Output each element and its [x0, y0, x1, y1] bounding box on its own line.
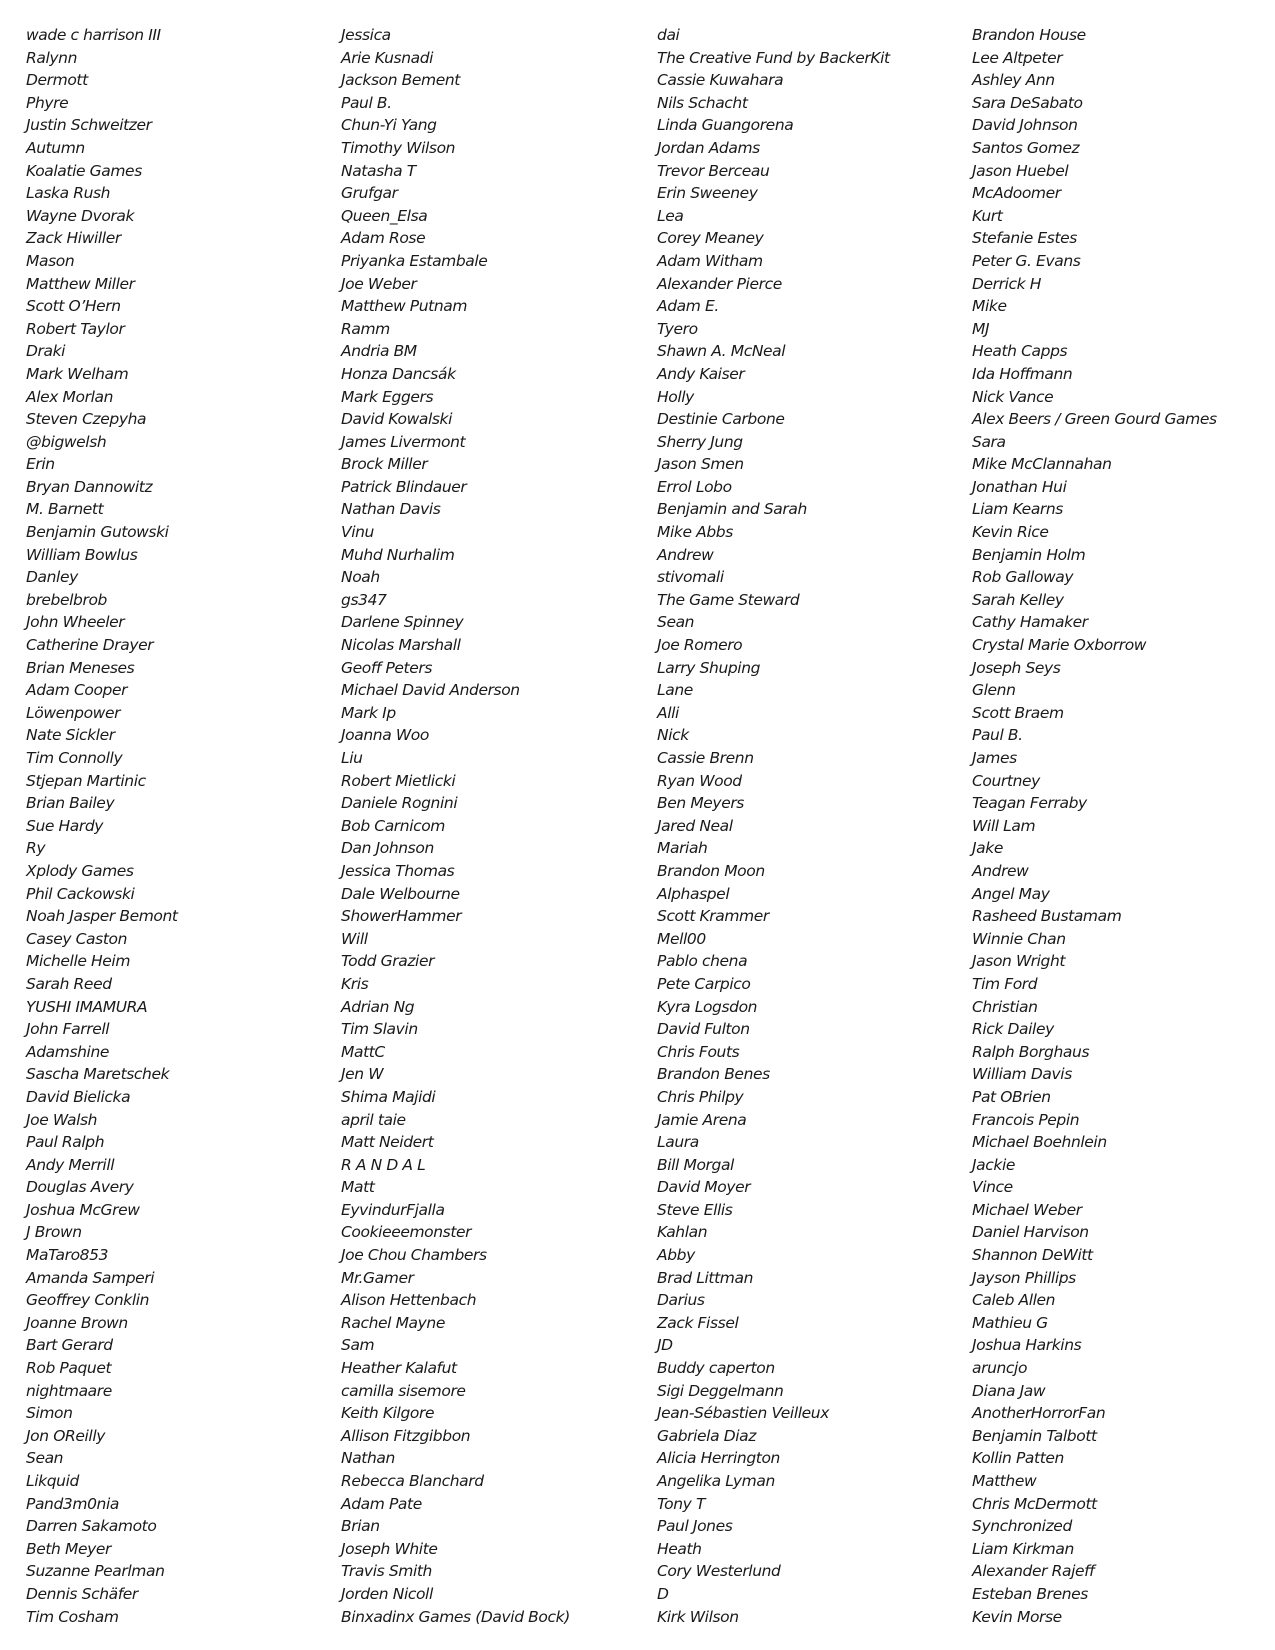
backer-name: Wayne Dvorak — [26, 206, 135, 225]
backer-name: Joseph Seys — [972, 658, 1061, 677]
backer-name: Michael David Anderson — [341, 681, 520, 700]
backer-name: Adam E. — [657, 297, 719, 316]
backer-name: Dan Johnson — [341, 839, 434, 858]
backer-name: Sue Hardy — [26, 816, 104, 835]
backer-name: Paul Ralph — [26, 1133, 105, 1152]
backer-name: Trevor Berceau — [657, 161, 770, 180]
backer-name: Nathan — [341, 1449, 395, 1468]
backer-name: Pat OBrien — [972, 1087, 1051, 1106]
name-column-4 — [972, 24, 1217, 1628]
backer-name: Koalatie Games — [26, 161, 142, 180]
backer-name: Adrian Ng — [341, 997, 415, 1016]
backer-name: Matthew — [972, 1472, 1037, 1490]
backer-name: YUSHI IMAMURA — [26, 997, 148, 1016]
backer-name: Chris McDermott — [972, 1494, 1097, 1513]
name-column-2 — [341, 24, 570, 1628]
backer-name: M. Barnett — [26, 500, 104, 519]
backer-name: Andy Kaiser — [657, 364, 745, 383]
backer-name: Paul Jones — [657, 1517, 733, 1536]
backer-name: Cookieeemonster — [341, 1223, 472, 1242]
backer-name: Jackie — [972, 1155, 1016, 1174]
backer-name: Christian — [972, 997, 1038, 1016]
backer-name: Phyre — [26, 93, 69, 112]
backer-name: Sam — [341, 1336, 375, 1355]
backer-name: Draki — [26, 342, 66, 361]
backer-name: Natasha T — [341, 161, 416, 180]
backer-name: Noah Jasper Bemont — [26, 907, 178, 926]
backer-name: Autumn — [26, 138, 85, 157]
backer-name: Teagan Ferraby — [972, 794, 1087, 813]
backer-name: Holly — [657, 387, 694, 406]
backer-name: Brian Bailey — [26, 794, 115, 813]
backer-name: Robert Mietlicki — [341, 771, 456, 790]
backer-name: Buddy caperton — [657, 1359, 775, 1378]
backer-name: Sara DeSabato — [972, 93, 1083, 112]
backer-name: Andrew — [972, 861, 1029, 880]
backer-name: Arie Kusnadi — [341, 48, 434, 67]
backer-name: Rasheed Bustamam — [972, 907, 1122, 926]
backer-name: Courtney — [972, 771, 1040, 790]
backer-name: Sara — [972, 432, 1006, 451]
backer-name: camilla sisemore — [341, 1381, 466, 1400]
backer-name: Adam Witham — [657, 251, 763, 270]
backer-name: Timothy Wilson — [341, 138, 456, 157]
backer-name: Darren Sakamoto — [26, 1517, 157, 1536]
backer-name: Ry — [26, 839, 46, 858]
backer-name: Allison Fitzgibbon — [341, 1426, 471, 1445]
backer-name: Liam Kearns — [972, 500, 1063, 519]
backer-name: Pand3m0nia — [26, 1494, 119, 1513]
backer-name: Alphaspel — [657, 884, 730, 903]
backer-name: stivomali — [657, 568, 724, 587]
backer-name: Honza Dancsák — [341, 364, 456, 383]
backer-name: Dale Welbourne — [341, 884, 460, 903]
backer-name: Errol Lobo — [657, 477, 732, 496]
backer-name: Glenn — [972, 681, 1016, 700]
backer-name: Sarah Kelley — [972, 590, 1064, 609]
backer-name: Keith Kilgore — [341, 1404, 435, 1423]
backer-name: Ryan Wood — [657, 771, 742, 790]
backer-name: Robert Taylor — [26, 319, 125, 338]
backer-name: Mason — [26, 251, 75, 270]
backer-name: Daniel Harvison — [972, 1223, 1089, 1242]
backer-name: Steven Czepyha — [26, 410, 147, 429]
backer-name: Destinie Carbone — [657, 410, 785, 429]
backer-name: Joe Walsh — [26, 1110, 98, 1129]
backer-name: Heath Capps — [972, 342, 1068, 361]
backer-name: Shawn A. McNeal — [657, 342, 786, 361]
backer-name: Mike Abbs — [657, 523, 733, 542]
backer-name: Likquid — [26, 1472, 79, 1490]
backer-name: Xplody Games — [26, 861, 134, 880]
backer-name: Jayson Phillips — [972, 1268, 1076, 1287]
backer-name: Vince — [972, 1178, 1013, 1197]
backer-name: Joanna Woo — [341, 726, 429, 745]
backer-name: Alex Beers / Green Gourd Games — [972, 410, 1217, 429]
backer-name: Löwenpower — [26, 703, 121, 722]
backer-name: David Johnson — [972, 116, 1078, 135]
backer-name: Joanne Brown — [26, 1313, 128, 1332]
backer-name: JD — [657, 1336, 673, 1355]
backer-name: Joe Chou Chambers — [341, 1246, 487, 1265]
backer-name: Alli — [657, 703, 679, 722]
backer-name: Stefanie Estes — [972, 229, 1077, 248]
backer-name: Laska Rush — [26, 184, 111, 203]
name-column-3 — [657, 24, 890, 1628]
backer-name: Tim Slavin — [341, 1020, 418, 1039]
backer-name: Alex Morlan — [26, 387, 114, 406]
backer-name: Pete Carpico — [657, 974, 751, 993]
backer-name: Erin — [26, 455, 55, 474]
backer-name: MattC — [341, 1042, 385, 1061]
backer-name: Ralph Borghaus — [972, 1042, 1090, 1061]
backer-name: Jason Smen — [657, 455, 744, 474]
backer-name: Adamshine — [26, 1042, 110, 1061]
backer-name: Heath — [657, 1539, 702, 1558]
backer-name: Nick — [657, 726, 689, 745]
backer-name: Santos Gomez — [972, 138, 1080, 157]
backer-name: Brandon House — [972, 26, 1086, 44]
backer-name: Priyanka Estambale — [341, 251, 488, 270]
backer-name: John Wheeler — [26, 613, 125, 632]
backer-name: Jordan Adams — [657, 138, 760, 157]
backer-name: Zack Fissel — [657, 1313, 739, 1332]
backer-name: Vinu — [341, 523, 374, 542]
backer-name: Caleb Allen — [972, 1291, 1056, 1310]
backer-name: Jamie Arena — [657, 1110, 747, 1129]
backer-name: Paul B. — [972, 726, 1023, 745]
backer-name: Phil Cackowski — [26, 884, 135, 903]
backer-name: Erin Sweeney — [657, 184, 758, 203]
backer-name: John Farrell — [26, 1020, 110, 1039]
backer-name: Corey Meaney — [657, 229, 764, 248]
backer-name: Bill Morgal — [657, 1155, 734, 1174]
backer-name: Liu — [341, 749, 363, 767]
backer-name: Bryan Dannowitz — [26, 477, 153, 496]
backer-name: Brandon Moon — [657, 861, 765, 880]
backer-name: Sigi Deggelmann — [657, 1381, 784, 1400]
backer-name: Rick Dailey — [972, 1020, 1054, 1039]
backer-name: McAdoomer — [972, 184, 1061, 203]
backer-name: Ramm — [341, 319, 390, 338]
backer-name: Sascha Maretschek — [26, 1065, 170, 1084]
backer-name: MaTaro853 — [26, 1246, 109, 1265]
backer-name: Will — [341, 929, 368, 948]
backer-name: James Livermont — [341, 432, 466, 451]
backer-name: Douglas Avery — [26, 1178, 134, 1197]
backer-name: Michael Boehnlein — [972, 1133, 1107, 1152]
backer-name: Sean — [657, 613, 695, 632]
backer-name: Patrick Blindauer — [341, 477, 467, 496]
backer-name: Jean-Sébastien Veilleux — [657, 1404, 829, 1423]
backer-name: Benjamin Holm — [972, 545, 1086, 564]
backer-name: Tyero — [657, 319, 698, 338]
backer-name: @bigwelsh — [26, 432, 107, 451]
backer-name: MJ — [972, 319, 990, 338]
backer-name: Jen W — [341, 1065, 384, 1084]
backer-name: R A N D A L — [341, 1155, 426, 1174]
backer-name: Michael Weber — [972, 1200, 1082, 1219]
backer-name: Kyra Logsdon — [657, 997, 758, 1016]
backer-name: Mark Ip — [341, 703, 396, 722]
backer-name: wade c harrison III — [26, 26, 161, 44]
backer-name: Andria BM — [341, 342, 417, 361]
backer-name: Matt — [341, 1178, 375, 1197]
backer-name: Michelle Heim — [26, 952, 131, 971]
backer-name: Jorden Nicoll — [341, 1584, 433, 1603]
backer-name: Sarah Reed — [26, 974, 112, 993]
backer-name: David Fulton — [657, 1020, 750, 1039]
backer-name: Pablo chena — [657, 952, 748, 971]
backer-name: Darius — [657, 1291, 705, 1310]
backer-name: Heather Kalafut — [341, 1359, 457, 1378]
name-column-1 — [26, 24, 178, 1628]
backer-name: Andrew — [657, 545, 714, 564]
backer-name: Diana Jaw — [972, 1381, 1046, 1400]
backer-name: Linda Guangorena — [657, 116, 794, 135]
backer-name: Noah — [341, 568, 380, 587]
backer-name: Brian Meneses — [26, 658, 135, 677]
backer-name: Ashley Ann — [972, 71, 1055, 90]
backer-name: Jackson Bement — [341, 71, 460, 90]
backer-name: Andy Merrill — [26, 1155, 115, 1174]
backer-name: Will Lam — [972, 816, 1036, 835]
backer-name: Beth Meyer — [26, 1539, 111, 1558]
backer-name: Peter G. Evans — [972, 251, 1081, 270]
backer-name: brebelbrob — [26, 590, 107, 609]
backer-name: Stjepan Martinic — [26, 771, 146, 790]
backer-name: Jonathan Hui — [972, 477, 1067, 496]
backer-name: Mark Eggers — [341, 387, 434, 406]
backer-name: Travis Smith — [341, 1562, 432, 1581]
backer-name: Brandon Benes — [657, 1065, 770, 1084]
backer-name: Suzanne Pearlman — [26, 1562, 165, 1581]
backer-name: Jon OReilly — [26, 1426, 106, 1445]
backer-name: Tony T — [657, 1494, 706, 1513]
backer-name: Joseph White — [341, 1539, 438, 1558]
backer-name: Benjamin Talbott — [972, 1426, 1097, 1445]
backer-name: James — [972, 749, 1017, 767]
backer-name: D — [657, 1584, 669, 1603]
backer-name: Kurt — [972, 206, 1003, 225]
backer-name: Benjamin Gutowski — [26, 523, 169, 542]
backer-name: Alison Hettenbach — [341, 1291, 477, 1310]
backer-name: William Davis — [972, 1065, 1072, 1084]
backer-name: Joe Weber — [341, 274, 417, 293]
backer-name: aruncjo — [972, 1359, 1028, 1378]
backer-name: Ida Hoffmann — [972, 364, 1073, 383]
backer-name: Brock Miller — [341, 455, 428, 474]
backer-name: J Brown — [26, 1223, 82, 1242]
backer-name: Shima Majidi — [341, 1087, 436, 1106]
backer-name: Nathan Davis — [341, 500, 441, 519]
backer-name: Adam Cooper — [26, 681, 128, 700]
backer-name: Joe Romero — [657, 636, 743, 655]
backer-name: Tim Connolly — [26, 749, 123, 767]
backer-name: Scott Krammer — [657, 907, 769, 926]
backer-name: Casey Caston — [26, 929, 128, 948]
backer-name: Mr.Gamer — [341, 1268, 414, 1287]
backer-name: Todd Grazier — [341, 952, 435, 971]
backer-name: Liam Kirkman — [972, 1539, 1074, 1558]
backer-name: Alexander Pierce — [657, 274, 782, 293]
backer-name: Adam Rose — [341, 229, 426, 248]
backer-name: Geoff Peters — [341, 658, 433, 677]
backer-name: Bob Carnicom — [341, 816, 446, 835]
backer-name: Kevin Rice — [972, 523, 1049, 542]
backer-name: Shannon DeWitt — [972, 1246, 1093, 1265]
backer-name: Jared Neal — [657, 816, 733, 835]
backer-name: Esteban Brenes — [972, 1584, 1088, 1603]
backer-name: Adam Pate — [341, 1494, 422, 1513]
backer-name: Angelika Lyman — [657, 1472, 775, 1490]
backer-name: Brian — [341, 1517, 380, 1536]
backer-name: Steve Ellis — [657, 1200, 733, 1219]
backer-name: Danley — [26, 568, 78, 587]
backer-name: EyvindurFjalla — [341, 1200, 445, 1219]
backer-name: Matt Neidert — [341, 1133, 434, 1152]
backer-name: Daniele Rognini — [341, 794, 458, 813]
backer-name: Winnie Chan — [972, 929, 1066, 948]
backer-name: Justin Schweitzer — [26, 116, 152, 135]
backer-name: Kris — [341, 974, 369, 993]
backer-name: AnotherHorrorFan — [972, 1404, 1106, 1423]
backer-name: Amanda Samperi — [26, 1268, 155, 1287]
backer-name: Cassie Kuwahara — [657, 71, 784, 90]
backer-name: Lane — [657, 681, 693, 700]
backer-name: Mark Welham — [26, 364, 129, 383]
backer-name: Crystal Marie Oxborrow — [972, 636, 1147, 655]
backer-name: Binxadinx Games (David Bock) — [341, 1607, 570, 1626]
backer-name: Alicia Herrington — [657, 1449, 780, 1468]
backer-name: Cathy Hamaker — [972, 613, 1088, 632]
backer-name: Alexander Rajeff — [972, 1562, 1095, 1581]
backer-name: Joshua McGrew — [26, 1200, 140, 1219]
backer-name: gs347 — [341, 590, 387, 609]
backer-name: Grufgar — [341, 184, 398, 203]
backer-name: Joshua Harkins — [972, 1336, 1082, 1355]
backer-name: Rebecca Blanchard — [341, 1472, 484, 1490]
backer-name: Brad Littman — [657, 1268, 753, 1287]
backer-name: Zack Hiwiller — [26, 229, 121, 248]
backer-name: Matthew Miller — [26, 274, 135, 293]
backer-name: ShowerHammer — [341, 907, 462, 926]
backer-name: Catherine Drayer — [26, 636, 154, 655]
backer-name: Nils Schacht — [657, 93, 748, 112]
backer-name: Abby — [657, 1246, 695, 1265]
backer-name: Scott O’Hern — [26, 297, 121, 316]
backer-name: Kevin Morse — [972, 1607, 1062, 1626]
backer-name: Simon — [26, 1404, 73, 1423]
backer-name: Rachel Mayne — [341, 1313, 445, 1332]
backer-name: Jessica — [341, 26, 391, 44]
backer-name: Rob Galloway — [972, 568, 1074, 587]
backer-name: Sherry Jung — [657, 432, 743, 451]
backer-name: Paul B. — [341, 93, 392, 112]
backer-name: Cory Westerlund — [657, 1562, 781, 1581]
backer-name: Mathieu G — [972, 1313, 1048, 1332]
backer-name: Kahlan — [657, 1223, 708, 1242]
backer-name: dai — [657, 26, 680, 44]
backer-name: Nate Sickler — [26, 726, 115, 745]
backer-name: Darlene Spinney — [341, 613, 464, 632]
backer-name: Matthew Putnam — [341, 297, 468, 316]
backer-name: april taie — [341, 1110, 406, 1129]
backer-name: Cassie Brenn — [657, 749, 754, 767]
backer-name: Dermott — [26, 71, 88, 90]
backer-name: Lee Altpeter — [972, 48, 1063, 67]
backer-name: Jessica Thomas — [341, 861, 455, 880]
backer-name: Larry Shuping — [657, 658, 761, 677]
backer-name: nightmaare — [26, 1381, 112, 1400]
backer-name: Nick Vance — [972, 387, 1054, 406]
backer-name: Jason Huebel — [972, 161, 1069, 180]
backer-name: David Moyer — [657, 1178, 751, 1197]
backer-name: William Bowlus — [26, 545, 138, 564]
backer-name: Gabriela Diaz — [657, 1426, 756, 1445]
backer-name: The Creative Fund by BackerKit — [657, 48, 890, 67]
backer-name: Derrick H — [972, 274, 1042, 293]
backer-name: Rob Paquet — [26, 1359, 112, 1378]
backer-name: Ben Meyers — [657, 794, 744, 813]
backer-name: Mariah — [657, 839, 708, 858]
backer-name: David Bielicka — [26, 1087, 131, 1106]
backer-name: Mike McClannahan — [972, 455, 1112, 474]
backer-name: Laura — [657, 1133, 699, 1152]
backer-name: Jason Wright — [972, 952, 1066, 971]
backer-name: David Kowalski — [341, 410, 453, 429]
backer-name: Chun-Yi Yang — [341, 116, 437, 135]
backer-name: Dennis Schäfer — [26, 1584, 138, 1603]
backer-name: Benjamin and Sarah — [657, 500, 807, 519]
backer-name: Chris Fouts — [657, 1042, 740, 1061]
backer-name: Mike — [972, 297, 1007, 316]
backer-name: Bart Gerard — [26, 1336, 113, 1355]
backer-name: Angel May — [972, 884, 1050, 903]
backer-name: Kirk Wilson — [657, 1607, 739, 1626]
backer-name: Chris Philpy — [657, 1087, 744, 1106]
backer-name: Muhd Nurhalim — [341, 545, 455, 564]
backer-name: Kollin Patten — [972, 1449, 1064, 1468]
backer-name: The Game Steward — [657, 590, 800, 609]
backer-name: Sean — [26, 1449, 64, 1468]
backer-name: Francois Pepin — [972, 1110, 1080, 1129]
backer-name: Synchronized — [972, 1517, 1072, 1536]
backer-name: Lea — [657, 206, 684, 225]
backer-name: Queen_Elsa — [341, 206, 428, 225]
backer-name: Scott Braem — [972, 703, 1064, 722]
backer-name: Tim Cosham — [26, 1607, 119, 1626]
backer-name: Tim Ford — [972, 974, 1038, 993]
backer-name: Nicolas Marshall — [341, 636, 461, 655]
backer-name: Geoffrey Conklin — [26, 1291, 150, 1310]
backer-name: Mell00 — [657, 929, 706, 948]
backer-name: Jake — [972, 839, 1003, 858]
backer-name: Ralynn — [26, 48, 77, 67]
